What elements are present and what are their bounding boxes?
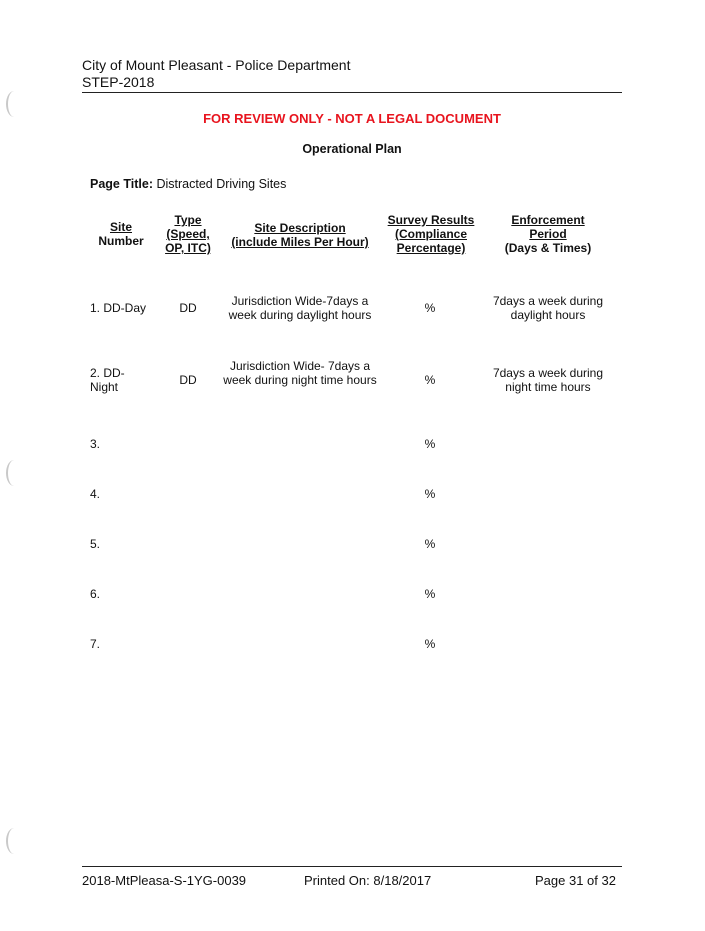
header-program: STEP-2018 [82,74,155,90]
column-header-line: (include Miles Per Hour) [231,235,369,249]
footer-printed-date: Printed On: 8/18/2017 [304,873,432,888]
site-number-cell: 7. [90,637,101,651]
enforcement-cell: 7days a week during night time hours [492,366,604,394]
column-header-line: Site Description [254,221,346,235]
column-header-line: (Days & Times) [504,241,592,255]
header-department: City of Mount Pleasant - Police Department [82,57,351,73]
footer-page-number: Page 31 of 32 [535,873,616,888]
survey-cell: % [424,487,436,501]
site-number-cell: 5. [90,537,101,551]
column-header-line: (Compliance [394,227,467,241]
column-header-line: Period [529,227,567,241]
column-header-description [220,221,380,249]
survey-cell: % [424,301,436,315]
page-title-label: Page Title: [90,177,153,191]
site-number-cell: 1. DD-Day [90,301,147,315]
site-number-cell: 3. [90,437,101,451]
footer-divider [82,866,622,867]
survey-cell: % [424,373,436,387]
column-header-line: OP, ITC) [165,241,211,255]
page-title [90,177,286,191]
type-cell: DD [179,373,197,387]
plan-title: Operational Plan [302,142,402,156]
column-header-type [156,213,220,255]
survey-cell: % [424,537,436,551]
document-header [82,57,622,91]
description-cell: Jurisdiction Wide- 7days a week during night time hours [223,359,377,387]
column-header-line: Percentage) [396,241,466,255]
column-header-line: Type [174,213,202,227]
column-header-enforcement [490,213,606,255]
column-header-line: Site [109,220,132,234]
punch-hole-mark [6,828,22,854]
type-cell: DD [179,301,197,315]
column-header-site [88,220,154,248]
column-header-line: Survey Results [387,213,475,227]
column-header-survey [378,213,484,255]
site-number-cell: 6. [90,587,101,601]
enforcement-cell: 7days a week during daylight hours [492,294,604,322]
column-header-line: Number [98,234,144,248]
header-divider [82,92,622,93]
punch-hole-mark [6,91,22,117]
survey-cell: % [424,637,436,651]
review-notice: FOR REVIEW ONLY - NOT A LEGAL DOCUMENT [203,111,501,126]
description-cell: Jurisdiction Wide-7days a week during daylight hours [228,294,372,322]
column-header-line: (Speed, [166,227,210,241]
page-title-value: Distracted Driving Sites [156,177,287,191]
footer-doc-id: 2018-MtPleasa-S-1YG-0039 [82,873,247,888]
punch-hole-mark [6,460,22,486]
site-number-cell: 4. [90,487,101,501]
column-header-line: Enforcement [511,213,585,227]
site-number-cell: 2. DD-Night [90,366,125,394]
survey-cell: % [424,587,436,601]
survey-cell: % [424,437,436,451]
